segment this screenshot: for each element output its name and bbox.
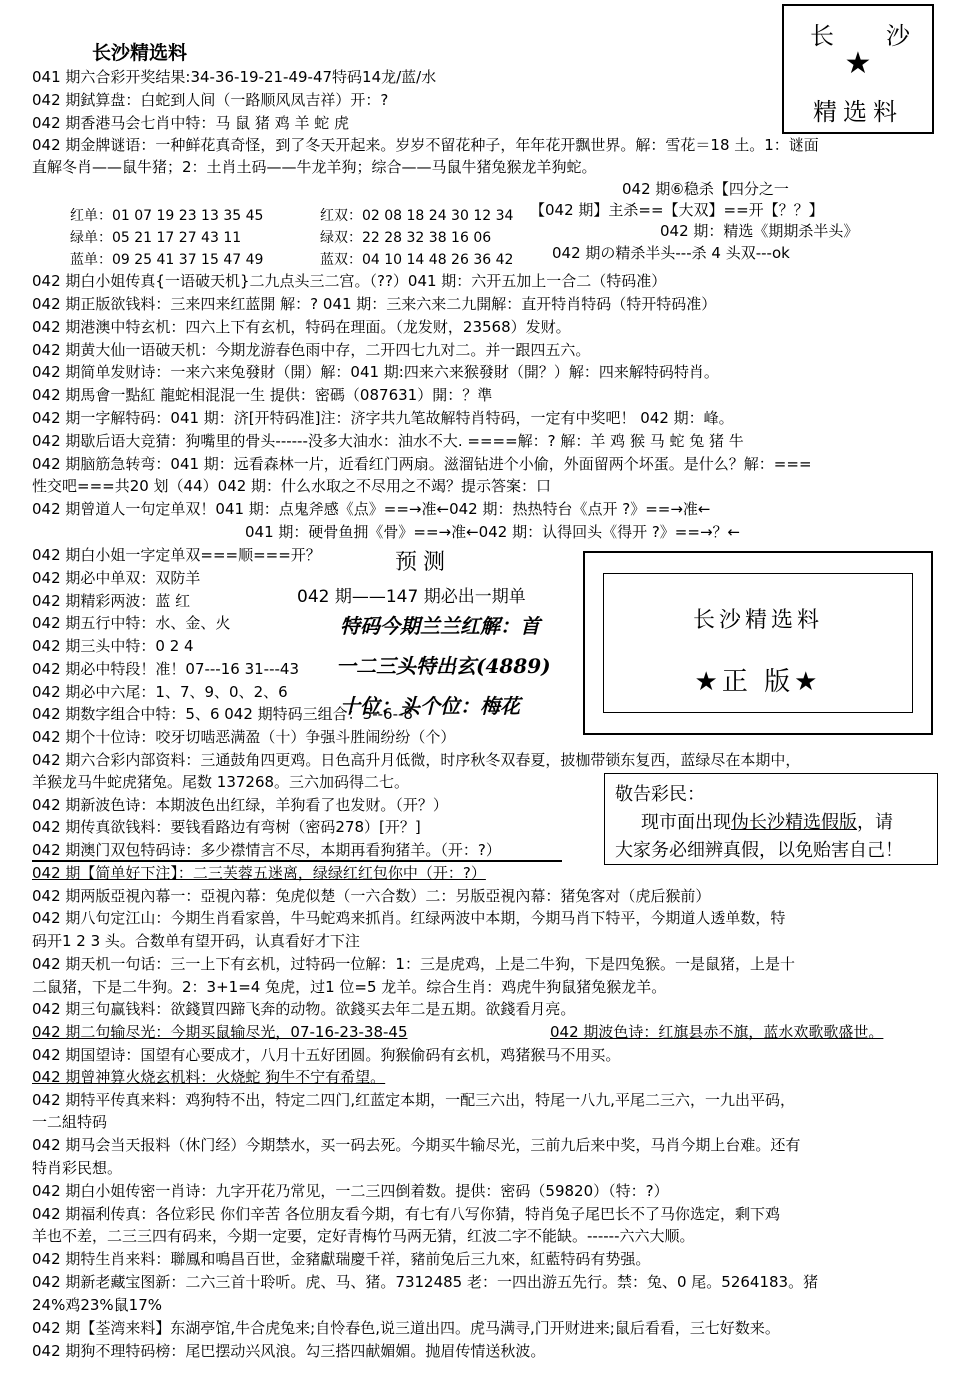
predict-title: 预测: [395, 550, 452, 575]
text-line: 042 期澳门双包特码诗：多少襟情言不尽，本期再看狗猪羊。（开：?）: [32, 841, 501, 859]
hong-dan-codes: 红单：01 07 19 23 13 35 45: [70, 208, 264, 224]
text-line: 042 期【荃湾来料】东湖亭馆,牛合虎兔来;自怜春色,说三道出四。虎马满寻,门开财进来;鼠后看看，三七好数来。: [32, 1319, 780, 1337]
text-line: 042 期狗不理特码榜：尾巴摆动兴风浪。勾三搭四献媚媚。抛眉传情送秋波。: [32, 1342, 546, 1360]
text-line: 041 期六合彩开奖结果:34-36-19-21-49-47特码14龙/蓝/水: [32, 68, 437, 86]
notice-text: 现市面出现: [641, 812, 731, 833]
notice-text: ，请: [857, 812, 893, 833]
text-line: 041 期：硬骨鱼拥《骨》==→准←042 期：认得回头《得开 ?》==→？←: [245, 523, 741, 541]
notice-line: 大家务必细辨真假，以免贻害自己！: [615, 840, 903, 861]
text-line: 042 期鉽算盘：白蛇到人间（一路顺风凤吉祥）开：?: [32, 91, 389, 109]
text-line: 042 期歇后语大竞猜：狗嘴里的骨头------没多大油水：油水不大. ====解：? 解：羊 鸡 猴 马 蛇 兔 猪 牛: [32, 432, 744, 450]
text-line: 042 期曾神算火烧玄机料：火烧蛇 狗牛不宁有希望。: [32, 1068, 386, 1086]
page-title: 长沙精选料: [92, 42, 188, 64]
text-line: 042 期波色诗：红旗县赤不旗，蓝水欢歌歌盛世。: [550, 1023, 884, 1041]
handwritten-note: 特码今期兰兰红解：首: [340, 614, 540, 638]
notice-box: [604, 773, 938, 865]
text-line: 042 期新波色诗：本期波色出红绿，羊狗看了也发财。（开？）: [32, 796, 448, 814]
lv-shuang-codes: 绿双：22 28 32 38 16 06: [320, 230, 492, 246]
notice-fake-warning: 伪长沙精选假版: [731, 812, 857, 833]
notice-line: [641, 808, 893, 834]
zhengban-label: ★正 版★: [694, 667, 822, 697]
text-line: 042 期简单发财诗：一来六来兔發財（開）解：041 期:四来六来猴發財（開？）解：四来解特码特肖。: [32, 363, 719, 381]
text-line: 042 期新老藏宝图新：二六三首十聆听。虎、马、猪。7312485 老：一四出游五先行。禁：兔、0 尾。5264183。猪: [32, 1273, 819, 1291]
text-line: 042 期三头中特：0 2 4: [32, 637, 194, 655]
lan-shuang-codes: 蓝双：04 10 14 48 26 36 42: [320, 252, 514, 268]
text-line: 042 期白小姐传真{一语破天机}二九点头三二宫。（??）041 期：六开五加上一合二（特码准）: [32, 272, 667, 290]
text-line: 042 期特生肖来料：聯鳳和鳴昌百世，金豬獻瑞慶千祥，豬前兔后三九來，紅藍特码有势强。: [32, 1250, 651, 1268]
text-line: 042 期正版欲钱料：三来四来红蓝開 解：? 041 期：三来六来二九開解：直开特肖特码（特开特码准）: [32, 295, 717, 313]
hong-shuang-codes: 红双：02 08 18 24 30 12 34: [320, 208, 514, 224]
text-line: 042 期国望诗：国望有心要成才，八月十五好团圆。狗猴偷码有玄机，鸡猪猴马不用买。: [32, 1046, 621, 1064]
text-line: 042 期数字组合中特：5、6 042 期特码三组合：5--6--8: [32, 705, 413, 723]
text-line: 性交吧===共20 划（44）042 期：什么水取之不尽用之不竭？提示答案：口: [32, 477, 552, 495]
text-line: 042 期港澳中特玄机：四六上下有玄机，特码在理面。（龙发财，23568）发财。: [32, 318, 571, 336]
text-line: 042 期传真欲钱料：要钱看路边有弯树（密码278）[开？]: [32, 818, 421, 836]
text-line: 羊猴龙马牛蛇虎猪兔。尾数 137268。三六加码得二七。: [32, 773, 410, 791]
handwritten-note: 一二三头特出玄(4889): [336, 654, 551, 678]
text-line: 042 期两版亞視內幕一：亞視內幕：兔虎似楚（一六合数）二：另版亞視內幕：猪兔客对（虎后猴前）: [32, 887, 711, 905]
handwritten-note: 十位：头个位：梅花: [340, 694, 520, 718]
right-note: 042 期⑥稳杀【四分之一: [622, 180, 789, 198]
text-line: 羊也不差，二三三四有码来，今期一定要，定好青梅竹马两无猜，红波二字不能缺。------六六大顺。: [32, 1227, 695, 1245]
header-box-left: 长: [810, 22, 834, 50]
text-line: 042 期【简单好下注】：二三芙蓉五迷离，绿绿红红包你中（开：?）: [32, 864, 486, 882]
text-line: 042 期曾道人一句定单双！041 期：点鬼斧感《点》==→准←042 期：热热特台《点开 ?》==→准←: [32, 500, 711, 518]
lan-dan-codes: 蓝单：09 25 41 37 15 47 49: [70, 252, 264, 268]
zhengban-box: [583, 551, 933, 735]
text-line: 042 期金牌谜语：一种鲜花真奇怪，到了冬天开起来。岁岁不留花种子，年年花开飘世界。解：雪花＝18 土。1：谜面: [32, 136, 819, 154]
text-line: 042 期黄大仙一语破天机：今期龙游春色雨中存，二开四七九对二。并一跟四五六。: [32, 341, 591, 359]
star-icon: ★: [844, 46, 872, 81]
right-note: 042 期の精杀半头---杀 4 头双---ok: [552, 244, 790, 262]
header-box: [782, 4, 934, 134]
text-line: 042 期必中特段！准！07---16 31---43: [32, 660, 299, 678]
text-line: 042 期八句定江山：今期生肖看家兽，牛马蛇鸡来抓肖。红绿两波中本期，今期马肖下特平，今期道人透单数，特: [32, 909, 786, 927]
text-line: 042 期二句输尽光：今期买鼠输尽光，07-16-23-38-45: [32, 1023, 408, 1041]
text-line: 042 期马会当天报料（休门经）今期禁水，买一码去死。今期买牛输尽光，三前九后来中奖，马肖今期上台难。还有: [32, 1136, 801, 1154]
text-line: 042 期一字解特码：041 期：济[开特码准]注：济字共九笔故解特肖特码，一定有中奖吧！ 042 期：峰。: [32, 409, 734, 427]
text-line: 直解冬肖——鼠牛猪；2：土肖土码——牛龙羊狗；综合——马鼠牛猪兔猴龙羊狗蛇。: [32, 158, 597, 176]
text-line: 042 期精彩两波：蓝 红: [32, 592, 191, 610]
text-line: 一二組特码: [32, 1113, 108, 1131]
text-line: 码开1 2 3 头。合数单有望开码，认真看好才下注: [32, 932, 360, 950]
text-line: 042 期白小姐一字定单双===顺===开？: [32, 546, 321, 564]
right-note: 042 期：精选《期期杀半头》: [660, 222, 859, 240]
lv-dan-codes: 绿单：05 21 17 27 43 11: [70, 230, 242, 246]
text-line: 24%鸡23%鼠17%: [32, 1296, 163, 1314]
text-line: 042 期脑筋急转弯：041 期：远看森林一片，近看红门两扇。滋溜钻进个小偷，外面留两个坏蛋。是什么？解：===: [32, 455, 812, 473]
zhengban-title: 长沙精选料: [692, 608, 823, 633]
predict-subtitle: 042 期——147 期必出一期单: [297, 587, 526, 607]
text-line: 042 期必中单双：双防羊: [32, 569, 201, 587]
text-line: 042 期三句赢钱料：欲錢買四蹄飞奔的动物。欲錢买去年二是五期。欲錢看月亮。: [32, 1000, 576, 1018]
text-line: 042 期特平传真来料：鸡狗特不出，特定二四门,红蓝定本期，一配三六出，特尾一八九,平尾二三六，一九出平码，: [32, 1091, 795, 1109]
text-line: 042 期馬會一點紅 龍蛇相混混一生 提供：密碼（087631）開：？準: [32, 386, 493, 404]
header-box-right: 沙: [886, 22, 910, 50]
text-line: 042 期福利传真：各位彩民 你们辛苦 各位朋友看今期，有七有八写你猜，特肖兔子尾巴长不了马你选定，剩下鸡: [32, 1205, 780, 1223]
text-line: 042 期天机一句话：三一上下有玄机，过特码一位解：1：三是虎鸡，上是二牛狗，下是四兔猴。一是鼠猪，上是十: [32, 955, 795, 973]
right-note: 【042 期】主杀==【大双】==开【？？】: [530, 201, 824, 219]
header-box-bottom: 精选料: [813, 98, 903, 126]
text-line: 042 期六合彩内部资料：三通鼓角四更鸡。日色高升月低微，时序秋冬双春夏，披枷带锁东复西，蓝绿尽在本期中，: [32, 751, 801, 769]
text-line: 042 期白小姐传密一肖诗：九字开花乃常见，一二三四倒着数。提供：密码（59820）（特：?）: [32, 1182, 669, 1200]
text-line: 042 期必中六尾：1、7、9、0、2、6: [32, 683, 288, 701]
notice-heading: 敬告彩民：: [615, 784, 705, 805]
text-line: 042 期五行中特：水、金、火: [32, 614, 231, 632]
text-line: 042 期个十位诗：咬牙切啮恶满盈（十）争强斗胜闹纷纷（个）: [32, 728, 456, 746]
text-line: 042 期香港马会七肖中特：马 鼠 猪 鸡 羊 蛇 虎: [32, 114, 350, 132]
text-line: 特肖彩民想。: [32, 1159, 123, 1177]
text-line: 二鼠猪，下是二牛狗。2：3+1=4 兔虎，过1 位=5 龙羊。综合生肖：鸡虎牛狗鼠猪兔猴龙羊。: [32, 978, 667, 996]
